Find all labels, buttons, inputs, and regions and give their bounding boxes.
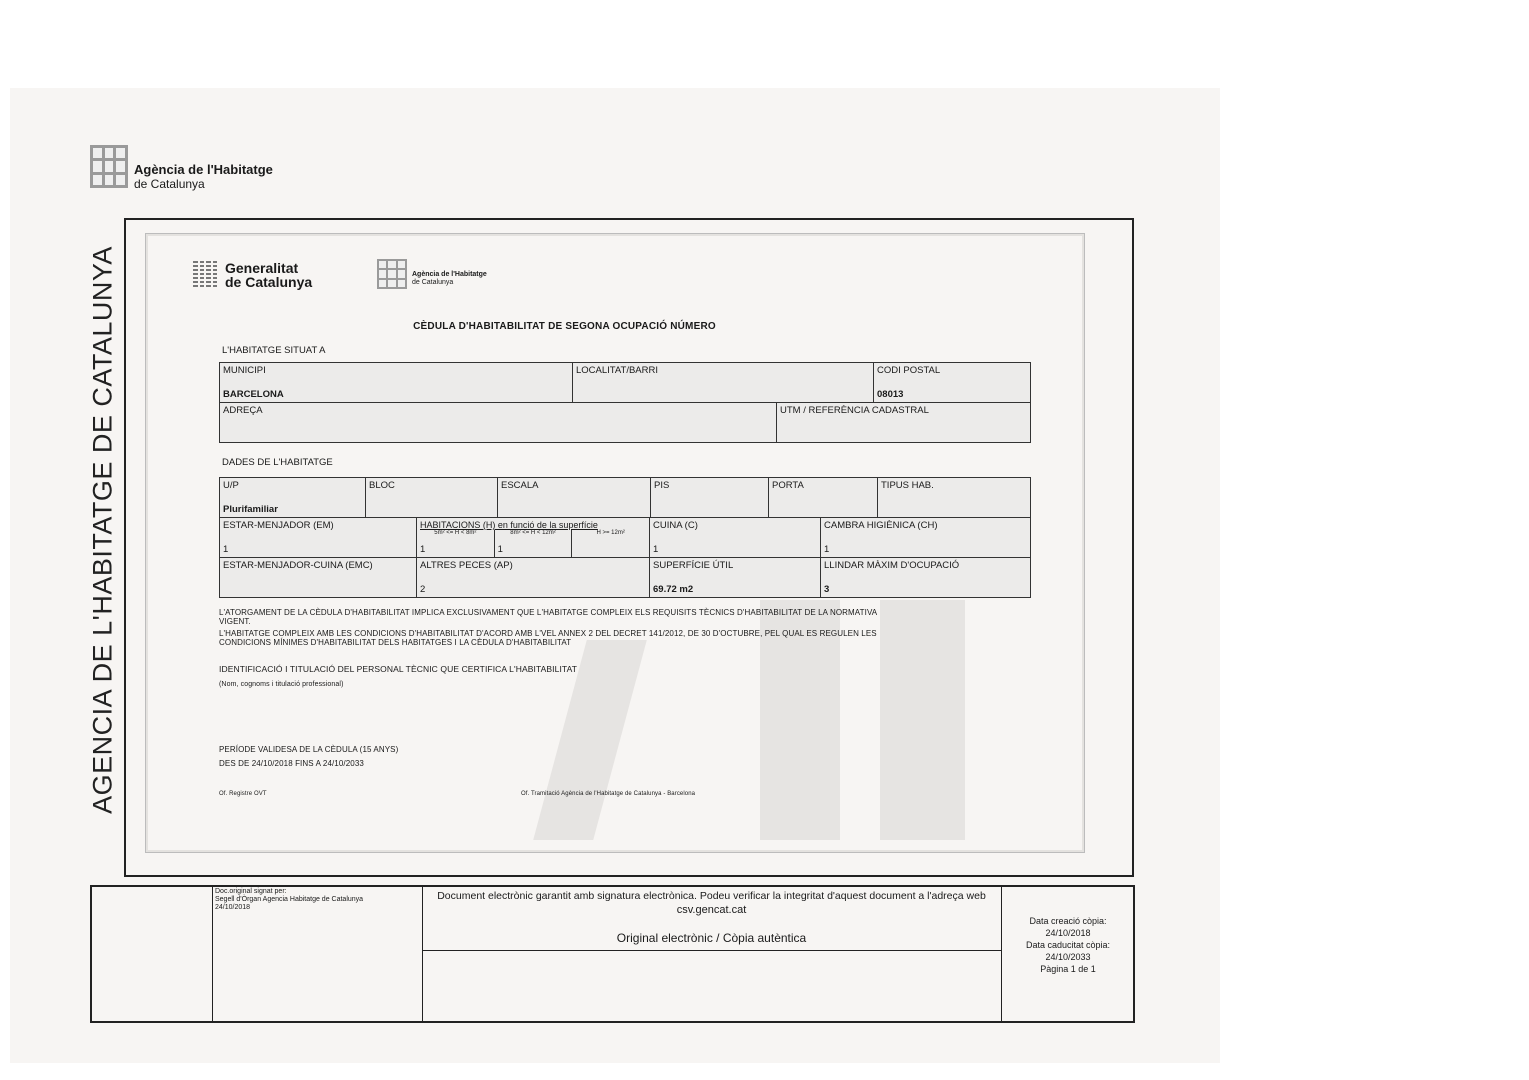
superficie-cell xyxy=(650,558,821,598)
cuina-cell xyxy=(650,518,821,558)
cuina-label: CUINA (C) xyxy=(653,520,698,531)
hab-sub3: H >= 12m² xyxy=(596,530,625,536)
adreca-cell xyxy=(220,403,777,443)
codi-postal-cell xyxy=(874,363,1031,403)
page-number: Pàgina 1 de 1 xyxy=(1040,964,1096,974)
cuina-value: 1 xyxy=(653,544,659,555)
ap-value: 2 xyxy=(420,584,426,595)
hab-v1: 1 xyxy=(420,544,426,555)
caducitat-value: 24/10/2033 xyxy=(1045,952,1091,962)
pis-cell xyxy=(651,478,769,518)
hab-v2: 1 xyxy=(497,544,503,555)
verification-footer xyxy=(90,885,1135,1023)
localitat-cell xyxy=(573,363,874,403)
ch-label: CAMBRA HIGIÈNICA (CH) xyxy=(824,520,938,531)
tech-sub: (Nom, cognoms i titulació professional) xyxy=(219,681,344,688)
up-cell xyxy=(220,478,366,518)
legal-paragraph-2 xyxy=(219,629,877,647)
vertical-agency-text: AGENCIA DE L'HABITATGE DE CATALUNYA xyxy=(87,246,118,814)
legal-p2b: CONDICIONS MÍNIMES D'HABITABILITAT DELS HABITATGES I LA CÈDULA D'HABITABILITAT xyxy=(219,638,572,647)
generalitat-logo-text xyxy=(225,261,312,289)
registre: Of. Registre OVT xyxy=(219,791,267,797)
ch-value: 1 xyxy=(824,544,830,555)
period-label: PERÍODE VALIDESA DE LA CÈDULA (15 ANYS) xyxy=(219,745,399,754)
hab-col-large xyxy=(572,530,649,557)
legal-paragraph-1 xyxy=(219,608,877,626)
hab-sub2: 8m² <= H < 12m² xyxy=(510,530,556,536)
tech-label: IDENTIFICACIÓ I TITULACIÓ DEL PERSONAL TÈCNIC QUE CERTIFICA L'HABITABILITAT xyxy=(219,664,577,674)
porta-label: PORTA xyxy=(772,480,804,491)
em-value: 1 xyxy=(223,544,229,555)
small-agency-logo xyxy=(377,259,407,289)
small-agency-line2: de Catalunya xyxy=(412,279,454,286)
em-label: ESTAR-MENJADOR (EM) xyxy=(223,520,334,531)
ap-cell xyxy=(417,558,650,598)
small-agency-line1: Agència de l'Habitatge xyxy=(412,271,487,278)
codi-postal-label: CODI POSTAL xyxy=(877,365,941,376)
footer-divider xyxy=(212,887,213,1021)
location-table xyxy=(219,362,1031,403)
location-section-label: L'HABITATGE SITUAT A xyxy=(222,345,326,356)
signed-line3: 24/10/2018 xyxy=(215,904,251,911)
copy-dates-block xyxy=(1001,915,1135,975)
generalitat-emblem-icon xyxy=(193,261,217,287)
agency-logo xyxy=(90,145,128,188)
verify-url: csv.gencat.cat xyxy=(676,904,747,916)
hab-sub1: 5m² <= H < 8m² xyxy=(434,530,477,536)
dwelling-section-label: DADES DE L'HABITATGE xyxy=(222,457,333,468)
utm-cell xyxy=(777,403,1031,443)
llindar-value: 3 xyxy=(824,584,830,595)
adreca-label: ADREÇA xyxy=(223,405,263,416)
dwelling-row2 xyxy=(219,517,1031,558)
bloc-cell xyxy=(366,478,498,518)
up-label: U/P xyxy=(223,480,239,491)
escala-label: ESCALA xyxy=(501,480,539,491)
creacio-label: Data creació còpia: xyxy=(1029,916,1107,926)
hab-col-small xyxy=(417,530,495,557)
habitacions-cell xyxy=(417,518,650,558)
tramitacio: Of. Tramitació Agència de l'Habitatge de Catalunya - Barcelona xyxy=(521,791,696,797)
dwelling-row3 xyxy=(219,557,1031,598)
legal-p2a: L'HABITATGE COMPLEIX AMB LES CONDICIONS D'HABITABILITAT D'ACORD AMB L'VEL ANNEX 2 DEL DECRET 141/2012, DE 30 D'OCTUBRE, PEL QUAL ES REGULEN LES xyxy=(219,629,877,638)
habitacions-label: HABITACIONS (H) en funció de la superfície xyxy=(420,520,598,530)
tipus-label: TIPUS HAB. xyxy=(881,480,934,491)
emc-cell xyxy=(220,558,417,598)
agency-sub: de Catalunya xyxy=(134,177,205,191)
municipi-label: MUNICIPI xyxy=(223,365,266,376)
signed-line2: Segell d'Òrgan Agencia Habitatge de Catalunya xyxy=(215,896,364,903)
footer-hline xyxy=(422,950,1001,951)
municipi-cell xyxy=(220,363,573,403)
original-label: Original electrònic / Còpia autèntica xyxy=(616,931,807,945)
dwelling-row1 xyxy=(219,477,1031,518)
verify-block xyxy=(422,889,1001,917)
address-table xyxy=(219,402,1031,443)
emc-label: ESTAR-MENJADOR-CUINA (EMC) xyxy=(223,560,373,571)
bloc-label: BLOC xyxy=(369,480,395,491)
signed-line1: Doc.original signat per: xyxy=(215,888,287,895)
pis-label: PIS xyxy=(654,480,670,491)
verify-line1: Document electrònic garantit amb signatura electrònica. Podeu verificar la integritat d'aquest document a l'adreça web xyxy=(437,890,986,902)
utm-label: UTM / REFERÈNCIA CADASTRAL xyxy=(780,405,929,416)
legal-p1a: L'ATORGAMENT DE LA CÈDULA D'HABITABILITAT IMPLICA EXCLUSIVAMENT QUE L'HABITATGE COMPLEIX ELS REQUISITS TÈCNICS D'HABITABILITAT DE LA NORMATIVA xyxy=(219,608,878,617)
tipus-cell xyxy=(878,478,1031,518)
habitacions-subgrid xyxy=(417,530,649,557)
municipi-value: BARCELONA xyxy=(223,389,284,400)
ap-label: ALTRES PECES (AP) xyxy=(420,560,513,571)
agency-name: Agència de l'Habitatge xyxy=(134,162,273,177)
codi-postal-value: 08013 xyxy=(877,389,904,400)
small-agency-logo-text xyxy=(412,271,487,287)
escala-cell xyxy=(498,478,651,518)
superficie-label: SUPERFÍCIE ÚTIL xyxy=(653,560,734,571)
document-title: CÈDULA D'HABITABILITAT DE SEGONA OCUPACIÓ NÚMERO xyxy=(413,321,716,332)
llindar-cell xyxy=(821,558,1031,598)
legal-p1b: VIGENT. xyxy=(219,617,251,626)
up-value: Plurifamiliar xyxy=(223,504,278,515)
signed-by-block xyxy=(215,888,363,912)
generalitat-line1: Generalitat xyxy=(225,260,299,276)
em-cell xyxy=(220,518,417,558)
ch-cell xyxy=(821,518,1031,558)
hab-col-medium xyxy=(495,530,573,557)
llindar-label: LLINDAR MÀXIM D'OCUPACIÓ xyxy=(824,560,960,571)
superficie-value: 69.72 m2 xyxy=(653,584,694,595)
caducitat-label: Data caducitat còpia: xyxy=(1025,940,1111,950)
creacio-value: 24/10/2018 xyxy=(1045,928,1091,938)
localitat-label: LOCALITAT/BARRI xyxy=(576,365,658,376)
period-value: DES DE 24/10/2018 FINS A 24/10/2033 xyxy=(219,759,364,768)
generalitat-line2: de Catalunya xyxy=(225,274,313,290)
porta-cell xyxy=(769,478,878,518)
